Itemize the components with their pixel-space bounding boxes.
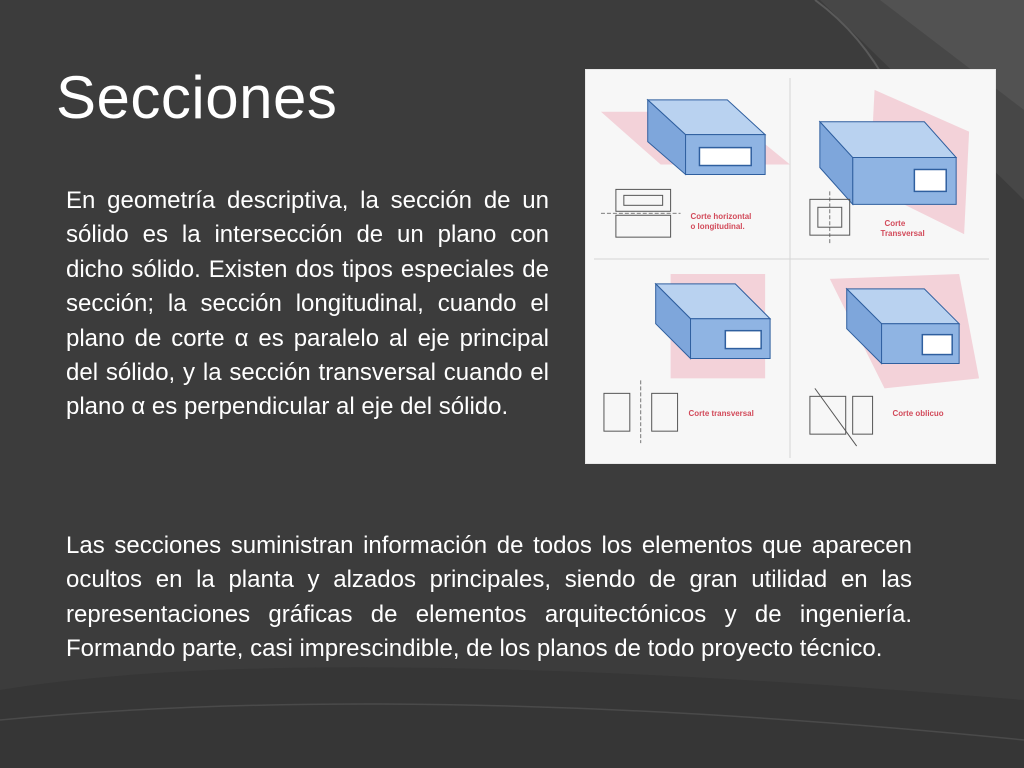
panel-1-label-line2: o longitudinal. <box>690 222 745 232</box>
sections-diagram <box>586 70 995 463</box>
panel-3-label: Corte transversal <box>688 409 754 419</box>
usage-paragraph: Las secciones suministran información de todos los elementos que aparecen ocultos en la planta y alzados principales, siendo de gran utilidad en las representaciones gráficas de elementos arquitectónicos y de ingeniería. Formando parte, casi imprescindible, de los planos de todo proyecto técnico. <box>66 532 912 663</box>
panel-transverse-cut <box>810 90 969 244</box>
panel-horizontal-cut <box>601 100 790 237</box>
slide-title: Secciones <box>56 64 338 131</box>
panel-4-label: Corte oblicuo <box>892 409 944 419</box>
panel-2-label-line2: Transversal <box>880 229 925 239</box>
panel-transverse-cut-2 <box>604 274 770 443</box>
panel-2-label-line1: Corte <box>884 219 906 229</box>
panel-oblique-cut <box>810 274 979 446</box>
definition-paragraph: En geometría descriptiva, la sección de un sólido es la intersección de un plano con dicho sólido. Existen dos tipos especiales de sección; la sección longitudinal, cuando el plano de corte α es paralelo al eje principal del sólido, y la sección transversal cuando el plano α es perpendicular al eje del sólido. <box>66 187 549 421</box>
panel-1-label-line1: Corte horizontal <box>690 212 752 222</box>
sections-illustration <box>585 69 996 464</box>
